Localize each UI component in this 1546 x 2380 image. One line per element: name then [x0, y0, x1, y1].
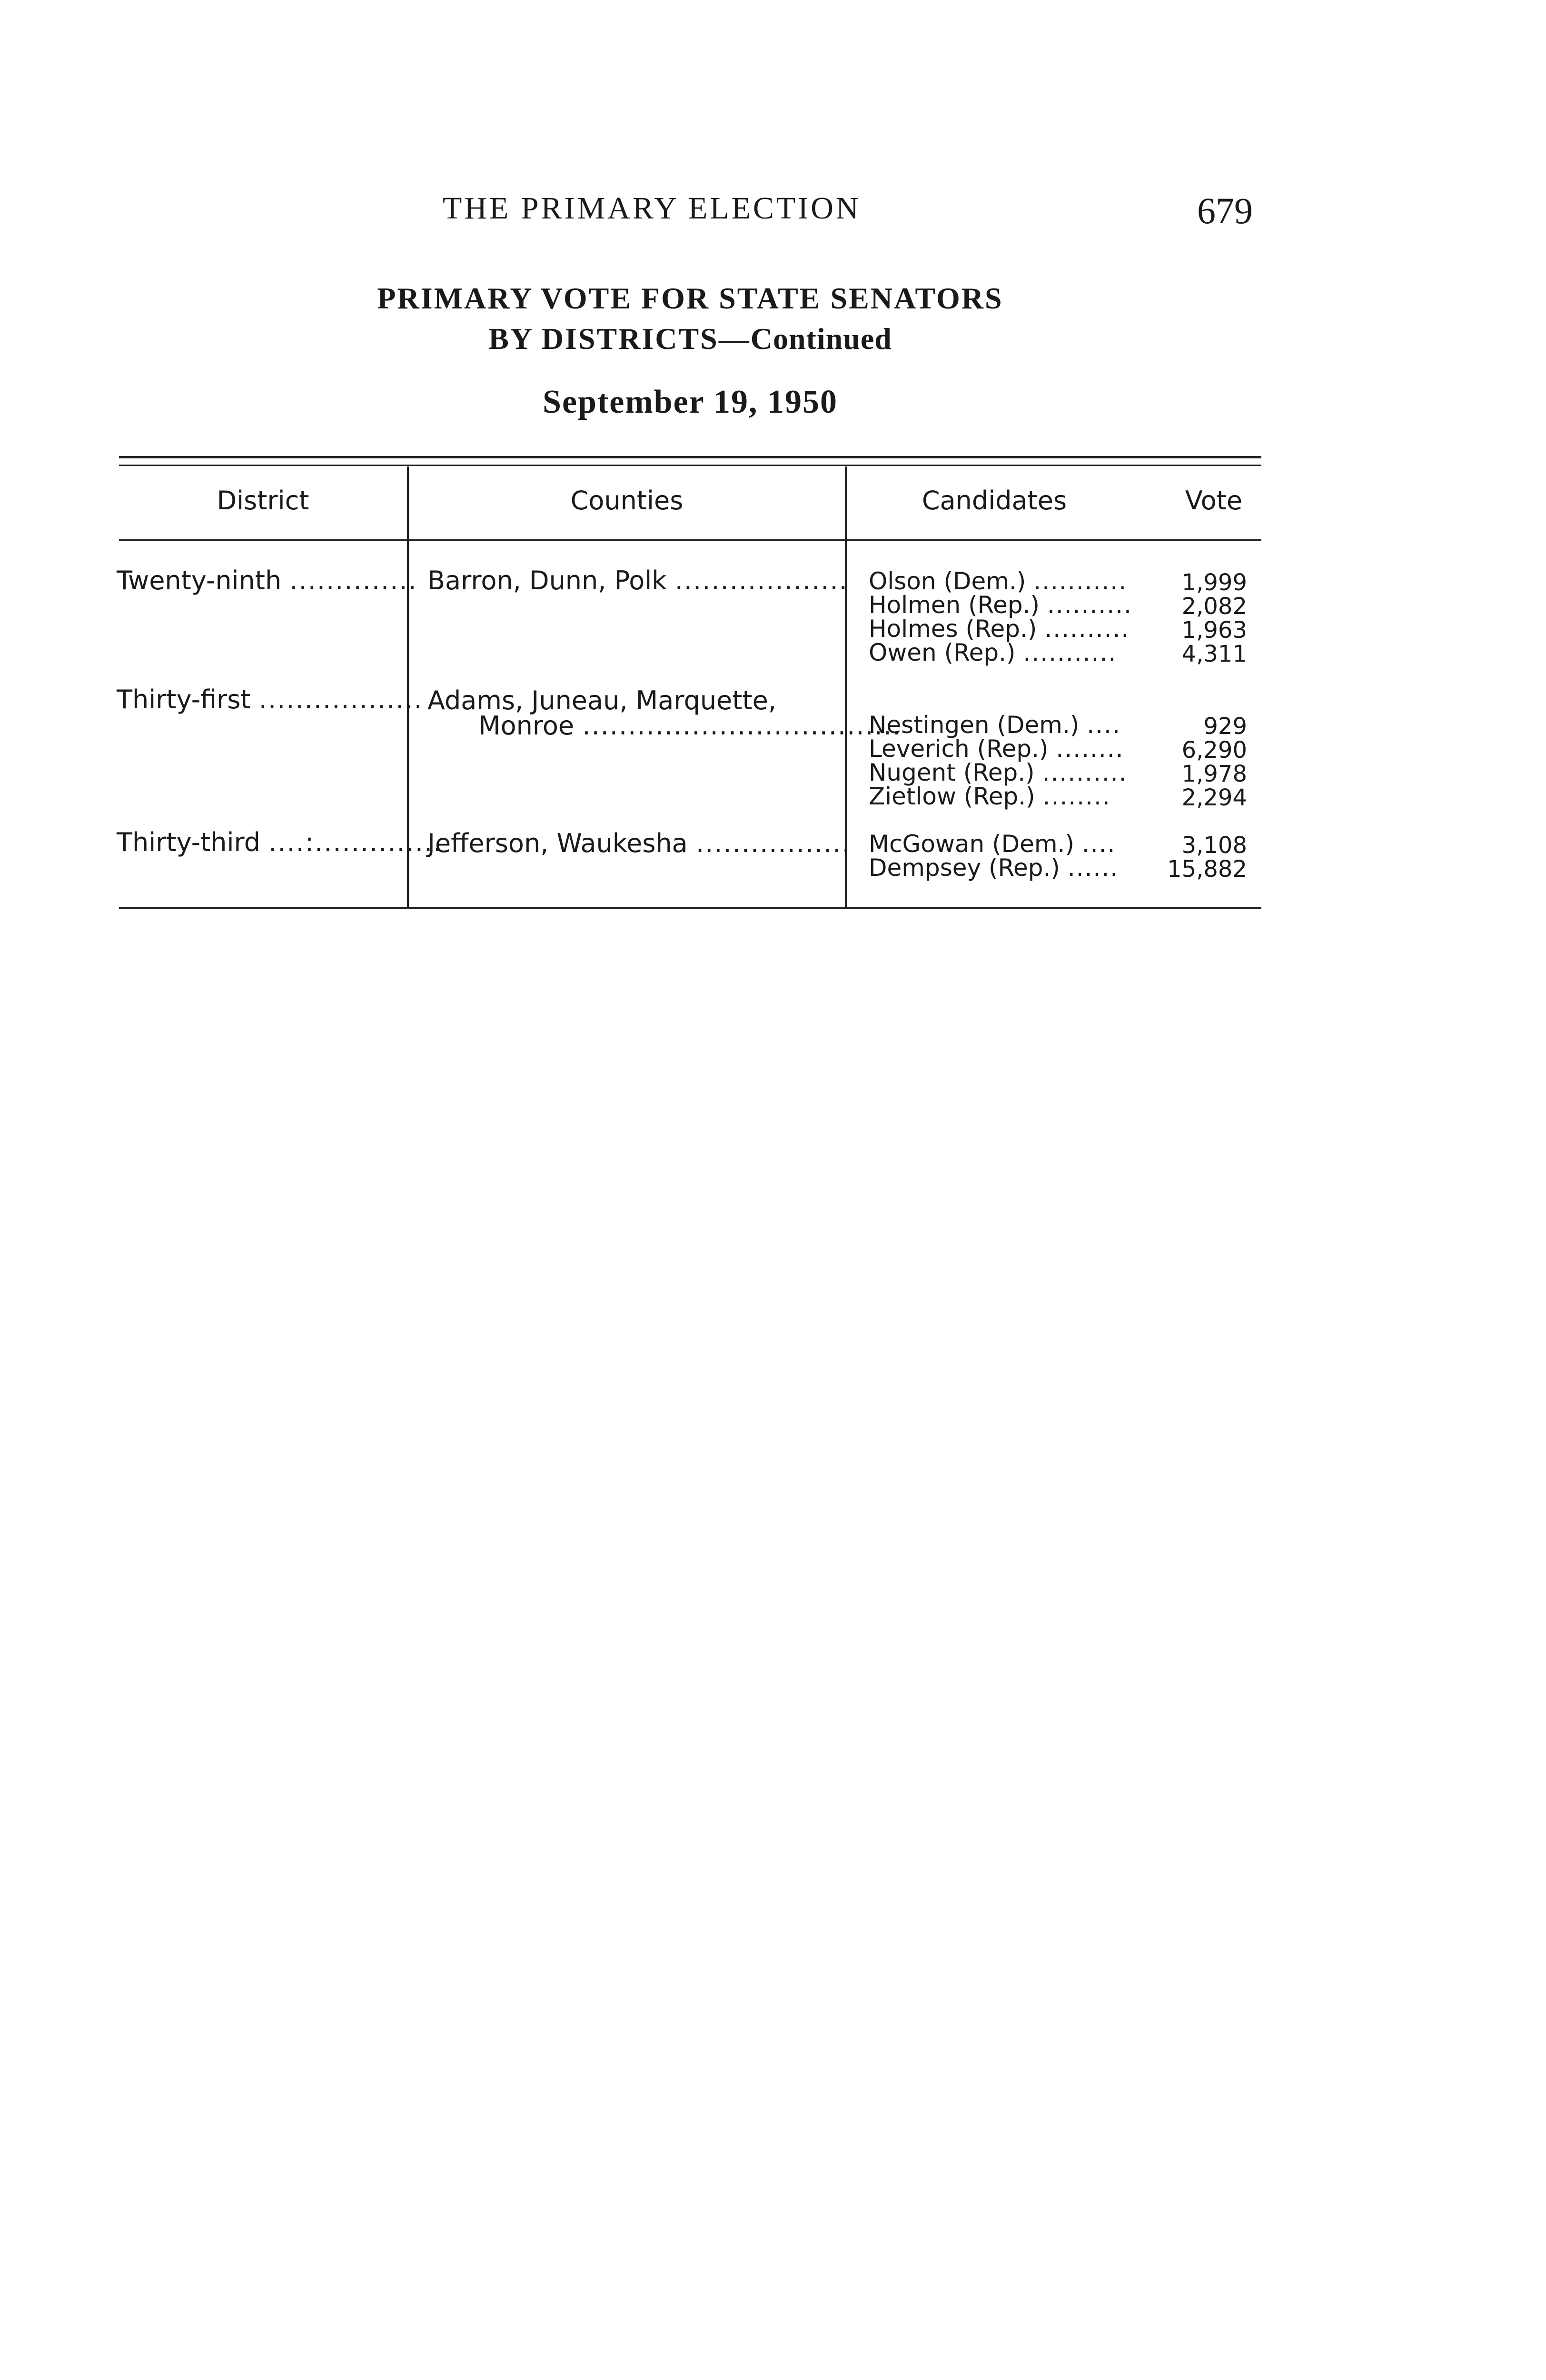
subtitle-continued: Continued [750, 322, 892, 356]
vote-count: 2,082 [1181, 593, 1247, 620]
leader-dots: ...... [1067, 854, 1119, 882]
candidate-row [869, 854, 1119, 882]
column-header-candidates: Candidates [922, 486, 1067, 516]
counties-label: Monroe [478, 711, 575, 741]
candidate-name: Olson (Dem.) [869, 567, 1026, 595]
district-name [117, 827, 442, 857]
column-header-district: District [217, 486, 309, 516]
column-header-counties: Counties [570, 486, 684, 516]
counties-label: Barron, Dunn, Polk [427, 565, 667, 595]
subtitle-main: BY DISTRICTS— [488, 322, 751, 356]
vote-count: 4,311 [1181, 641, 1247, 667]
candidate-row [869, 639, 1117, 666]
candidate-name: Nestingen (Dem.) [869, 711, 1080, 739]
leader-dots: ................................... [582, 711, 902, 741]
candidate-name: Owen (Rep.) [869, 639, 1016, 666]
leader-dots: .......... [1047, 591, 1132, 619]
bottom-rule [119, 907, 1261, 909]
header-rule [847, 539, 1261, 541]
running-head: THE PRIMARY ELECTION [443, 191, 861, 226]
counties-cell [427, 828, 851, 858]
vote-count: 1,963 [1181, 617, 1247, 644]
district-label: Twenty-ninth [117, 565, 282, 595]
counties-label: Jefferson, Waukesha [427, 828, 688, 858]
header-rule [119, 539, 407, 541]
page-number: 679 [1197, 190, 1253, 231]
vote-count: 15,882 [1167, 856, 1247, 883]
election-date: September 19, 1950 [543, 384, 838, 420]
leader-dots: .......... [1042, 759, 1128, 786]
vote-count: 2,294 [1181, 784, 1247, 811]
leader-dots: ........ [1042, 783, 1111, 810]
leader-dots: .................. [258, 684, 423, 714]
district-label: Thirty-third [117, 827, 261, 857]
candidate-name: McGowan (Dem.) [869, 830, 1074, 858]
candidate-name: Leverich (Rep.) [869, 735, 1049, 763]
counties-cell: Adams, Juneau, Marquette, [427, 685, 777, 715]
leader-dots: ....:.............. [268, 827, 443, 857]
leader-dots: .... [1087, 711, 1121, 739]
vote-count: 929 [1203, 713, 1247, 740]
candidate-name: Holmen (Rep.) [869, 591, 1040, 619]
vote-count: 6,290 [1181, 737, 1247, 764]
column-header-vote: Vote [1185, 486, 1243, 516]
top-rule-inner [119, 465, 1261, 466]
candidate-name: Nugent (Rep.) [869, 759, 1035, 786]
candidate-name: Dempsey (Rep.) [869, 854, 1060, 882]
table-title: PRIMARY VOTE FOR STATE SENATORS [377, 281, 1003, 315]
district-name [117, 565, 417, 595]
leader-dots: ................... [674, 565, 848, 595]
vote-count: 1,999 [1181, 569, 1247, 596]
leader-dots: .............. [289, 565, 417, 595]
district-label: Thirty-first [117, 684, 251, 714]
counties-cell-continued [478, 711, 902, 741]
counties-cell [427, 565, 848, 595]
leader-dots: .......... [1044, 615, 1130, 643]
candidate-name: Holmes (Rep.) [869, 615, 1037, 643]
candidate-name: Zietlow (Rep.) [869, 783, 1035, 810]
leader-dots: ........ [1056, 735, 1124, 763]
vote-count: 1,978 [1181, 761, 1247, 787]
leader-dots: ................. [695, 828, 851, 858]
leader-dots: .... [1081, 830, 1116, 858]
top-rule [119, 456, 1261, 458]
district-name [117, 684, 423, 714]
vote-count: 3,108 [1181, 832, 1247, 859]
leader-dots: ........... [1023, 639, 1117, 666]
candidate-row [869, 783, 1111, 810]
leader-dots: ........... [1033, 567, 1128, 595]
header-rule [409, 539, 845, 541]
table-subtitle [267, 321, 1114, 357]
